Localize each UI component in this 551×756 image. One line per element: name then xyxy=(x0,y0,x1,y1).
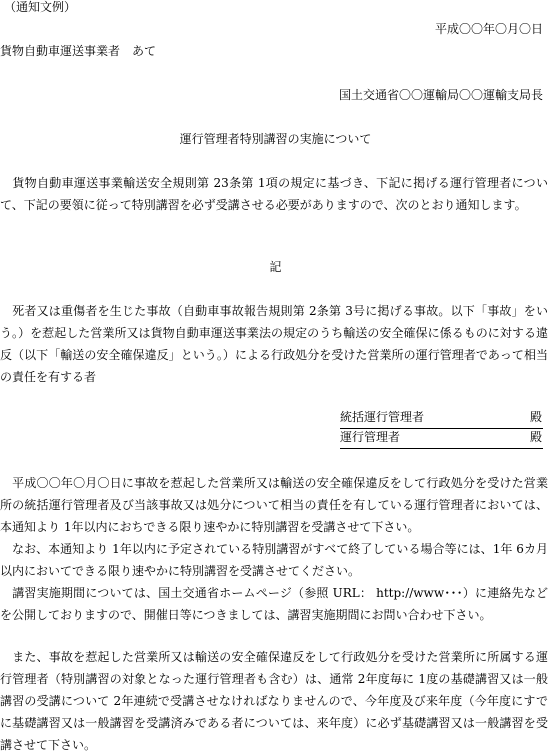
addressee: 貨物自動車運送事業者 あて xyxy=(0,44,157,58)
honorific: 殿 xyxy=(529,430,542,444)
sample-label: （通知文例） xyxy=(4,0,77,14)
signature-title: 統括運行管理者 xyxy=(340,410,425,424)
body-paragraph-4: また、事故を惹起した営業所又は輸送の安全確保違反をして行政処分を受けた営業所に所属する運行管理者（特別講習の対象となった運行管理者も含む）は、通常 2年度毎に 1度の基礎講習又は一般講習の受講について 2年連続で受講させなければなりませんので、今年度及び来年度（今年度にすでに基礎講習又は一般講習を受講済みである者については、来年度）に必ず基礎講習又は一般講習を受講させて下さい。 xyxy=(0,650,548,752)
body-paragraph-2: なお、本通知より 1年以内に予定されている特別講習がすべて終了している場合等には、1年 6カ月以内においてできる限り速やかに特別講習を受講させてください。 xyxy=(0,542,548,578)
signature-line-chief xyxy=(340,408,543,429)
sender: 国土交通省〇〇運輸局〇〇運輸支局長 xyxy=(338,88,543,102)
target-paragraph: 死者又は重傷者を生じた事故（自動車事故報告規則第 2条第 3号に掲げる事故。以下「事故」をいう。）を惹起した営業所又は貨物自動車運送事業法の規定のうち輸送の安全確保に係るものに対する違反（以下「輸送の安全確保違反」という。）による行政処分を受けた営業所の運行管理者であって相当の責任を有する者 xyxy=(0,304,548,384)
honorific: 殿 xyxy=(529,410,542,424)
intro-paragraph: 貨物自動車運送事業輸送安全規則第 23条第 1項の規定に基づき、下記に掲げる運行管理者について、下記の要領に従って特別講習を必ず受講させる必要がありますので、次のとおり通知します。 xyxy=(0,176,548,212)
body-paragraph-1: 平成〇〇年〇月〇日に事故を惹起した営業所又は輸送の安全確保違反をして行政処分を受けた営業所の統括運行管理者及び当該事故又は処分について相当の責任を有している運行管理者においては、本通知より 1年以内におちできる限り速やかに特別講習を受講させて下さい。 xyxy=(0,476,548,534)
ki-heading: 記 xyxy=(269,260,282,274)
document-title: 運行管理者特別講習の実施について xyxy=(179,132,372,146)
issue-date: 平成〇〇年〇月〇日 xyxy=(434,22,543,36)
signature-title: 運行管理者 xyxy=(340,430,401,444)
signature-line-manager xyxy=(340,428,543,449)
body-paragraph-3: 講習実施期間については、国土交通省ホームページ（参照 URL： http://www･･･）に連絡先などを公開しておりますので、開催日等につきましては、講習実施期間にお問い合わせ下さい。 xyxy=(0,586,548,622)
